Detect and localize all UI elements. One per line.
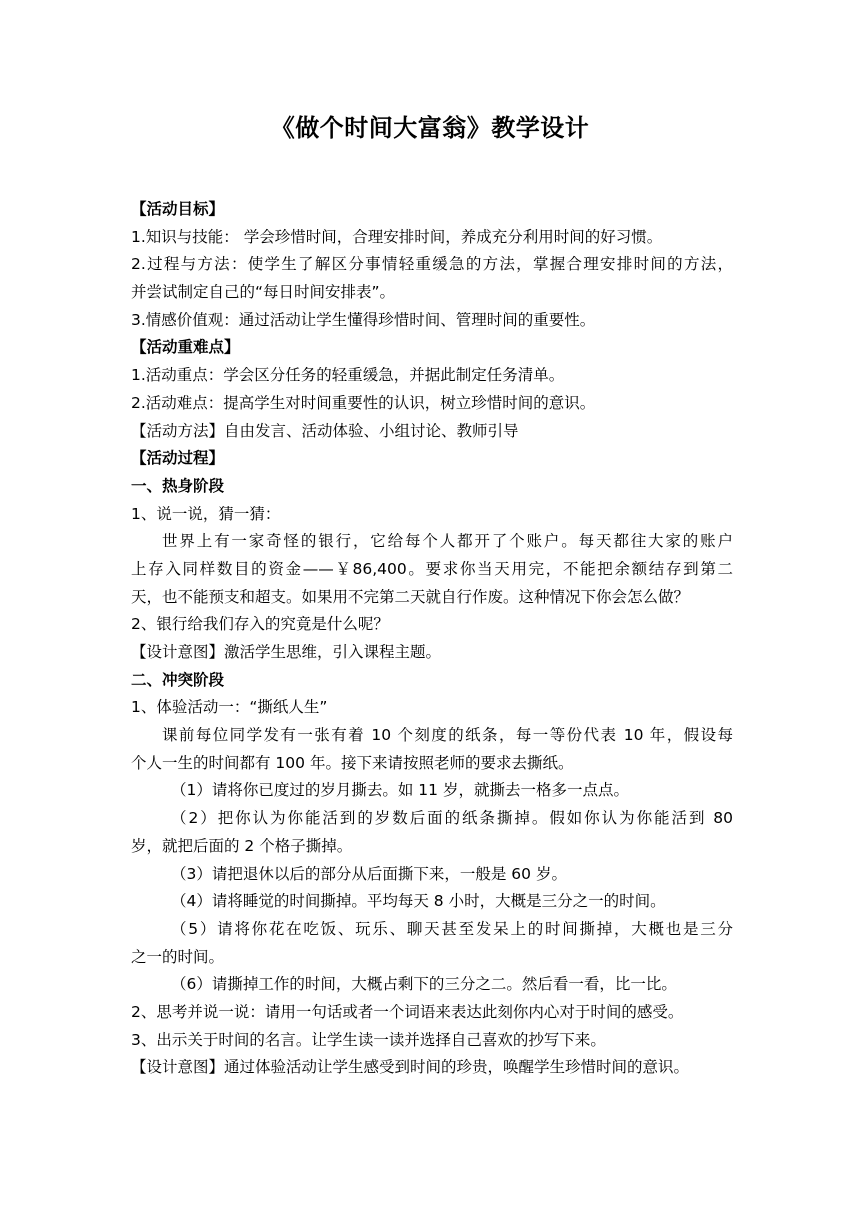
conflict-item-1: 1、体验活动一：“撕纸人生” [131,698,328,717]
objective-knowledge: 1.知识与技能： 学会珍惜时间，合理安排时间，养成充分利用时间的好习惯。 [131,227,663,246]
warmup-item-1: 1、说一说，猜一猜： [131,504,281,523]
objective-process: 2.过程与方法：使学生了解区分事情轻重缓急的方法，掌握合理安排时间的方法， [131,255,733,274]
document-body [131,196,733,1082]
warmup-item-2: 2、银行给我们存入的究竟是什么呢？ [131,615,389,634]
tear-step-5-cont: 之一的时间。 [131,947,225,966]
document-title: 《做个时间大富翁》教学设计 [270,114,590,142]
tear-step-4: （4）请将睡觉的时间撕掉。平均每天 8 小时，大概是三分之一的时间。 [171,892,666,911]
tear-step-2: （2）把你认为你能活到的岁数后面的纸条撕掉。假如你认为你能活到 80 [171,809,733,828]
tear-step-6: （6）请撕掉工作的时间，大概占剩下的三分之二。然后看一看，比一比。 [171,975,677,994]
conflict-item-2: 2、思考并说一说：请用一句话或者一个词语来表达此刻你内心对于时间的感受。 [131,1002,684,1021]
warmup-paragraph-line: 天，也不能预支和超支。如果用不完第二天就自行作废。这种情况下你会怎么做？ [131,587,690,606]
stage-heading-conflict: 二、冲突阶段 [131,670,225,689]
stage-heading-warmup: 一、热身阶段 [131,476,225,495]
section-heading-objectives: 【活动目标】 [131,200,225,218]
difficult-point: 2.活动难点：提高学生对时间重要性的认识，树立珍惜时间的意识。 [131,393,596,412]
section-heading-key-points: 【活动重难点】 [131,338,240,357]
section-methods: 【活动方法】自由发言、活动体验、小组讨论、教师引导 [131,421,519,440]
key-point: 1.活动重点：学会区分任务的轻重缓急，并据此制定任务清单。 [131,366,565,385]
tear-step-2-cont: 岁，就把后面的 2 个格子撕掉。 [131,836,353,855]
conflict-item-3: 3、出示关于时间的名言。让学生读一读并选择自己喜欢的抄写下来。 [131,1030,606,1049]
warmup-paragraph-line: 世界上有一家奇怪的银行，它给每个人都开了个账户。每天都往大家的账户 [162,532,733,551]
tear-step-1: （1）请将你已度过的岁月撕去。如 11 岁，就撕去一格多一点点。 [171,781,629,800]
warmup-paragraph-line: 上存入同样数目的资金——￥86,400。要求你当天用完，不能把余额结存到第二 [131,559,733,578]
section-heading-process: 【活动过程】 [131,449,225,468]
tear-step-5: （5）请将你花在吃饭、玩乐、聊天甚至发呆上的时间撕掉，大概也是三分 [171,919,733,938]
conflict-paragraph-line: 课前每位同学发有一张有着 10 个刻度的纸条，每一等份代表 10 年，假设每 [162,726,733,745]
tear-step-3: （3）请把退休以后的部分从后面撕下来，一般是 60 岁。 [171,864,567,883]
design-intent-2: 【设计意图】通过体验活动让学生感受到时间的珍贵，唤醒学生珍惜时间的意识。 [131,1058,690,1077]
conflict-paragraph-line: 个人一生的时间都有 100 年。接下来请按照老师的要求去撕纸。 [131,753,574,772]
objective-emotion: 3.情感价值观：通过活动让学生懂得珍惜时间、管理时间的重要性。 [131,310,596,329]
objective-process-cont: 并尝试制定自己的“每日时间安排表”。 [131,283,396,302]
design-intent-1: 【设计意图】激活学生思维，引入课程主题。 [131,643,442,661]
